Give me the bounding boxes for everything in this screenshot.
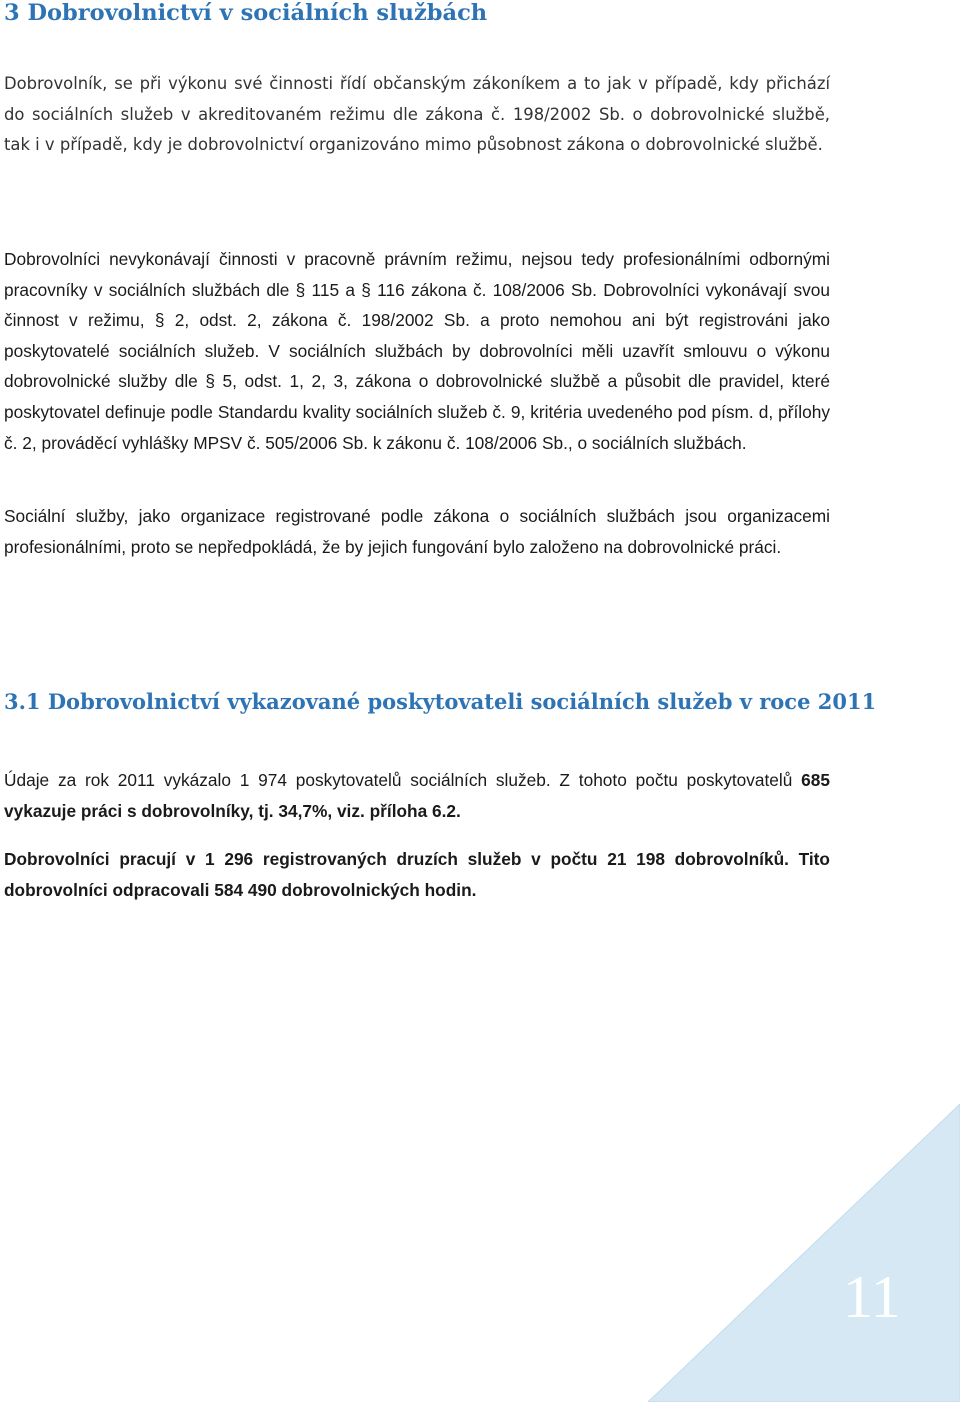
chapter-heading: 3 Dobrovolnictví v sociálních službách [4, 0, 488, 26]
corner-triangle-graphic [648, 1104, 960, 1402]
paragraph-volunteer-law: Dobrovolník, se při výkonu své činnosti řídí občanským zákoníkem a to jak v případě, kdy přichází do sociálních služeb v akreditovaném režimu dle zákona č. 198/2002 Sb. o dobrovolnické službě, tak i v případě, kdy je dobrovolnictví organizováno mimo působnost zákona o dobrovolnické službě. [4, 74, 830, 155]
statistics-text: Údaje za rok 2011 vykázalo 1 974 poskytovatelů sociálních služeb. Z tohoto počtu poskytovatelů [4, 770, 802, 790]
paragraph-volunteer-totals: Dobrovolníci pracují v 1 296 registrovaných druzích služeb v počtu 21 198 dobrovolníků. Tito dobrovolníci odpracovali 584 490 dobrovolnických hodin. [4, 849, 830, 900]
statistics-highlight: 685 vykazuje práci s dobrovolníky, tj. 34,7%, viz. příloha 6.2. [4, 770, 830, 821]
section-heading: 3.1 Dobrovolnictví vykazované poskytovateli sociálních služeb v roce 2011 [4, 689, 877, 714]
page-number: 11 [843, 1264, 901, 1330]
paragraph-social-services: Sociální služby, jako organizace registrované podle zákona o sociálních službách jsou organizacemi profesionálními, proto se nepředpokládá, že by jejich fungování bylo založeno na dobrovolnické práci. [4, 506, 830, 557]
paragraph-volunteer-status: Dobrovolníci nevykonávají činnosti v pracovně právním režimu, nejsou tedy profesionálními odbornými pracovníky v sociálních službách dle § 115 a § 116 zákona č. 108/2006 Sb. Dobrovolníci vykonávají svou činnost v režimu, § 2, odst. 2, zákona č. 198/2002 Sb. a proto nemohou ani být registrováni jako poskytovatelé sociálních služeb. V sociálních službách by dobrovolníci měli uzavřít smlouvu o výkonu dobrovolnické služby dle § 5, odst. 1, 2, 3, zákona o dobrovolnické službě a působit dle pravidel, které poskytovatel definuje podle Standardu kvality sociálních služeb č. 9, kritéria uvedeného pod písm. d, přílohy č. 2, prováděcí vyhlášky MPSV č. 505/2006 Sb. k zákonu č. 108/2006 Sb., o sociálních službách. [4, 249, 830, 453]
paragraph-statistics [4, 765, 830, 826]
page-corner-decoration [648, 1104, 960, 1402]
